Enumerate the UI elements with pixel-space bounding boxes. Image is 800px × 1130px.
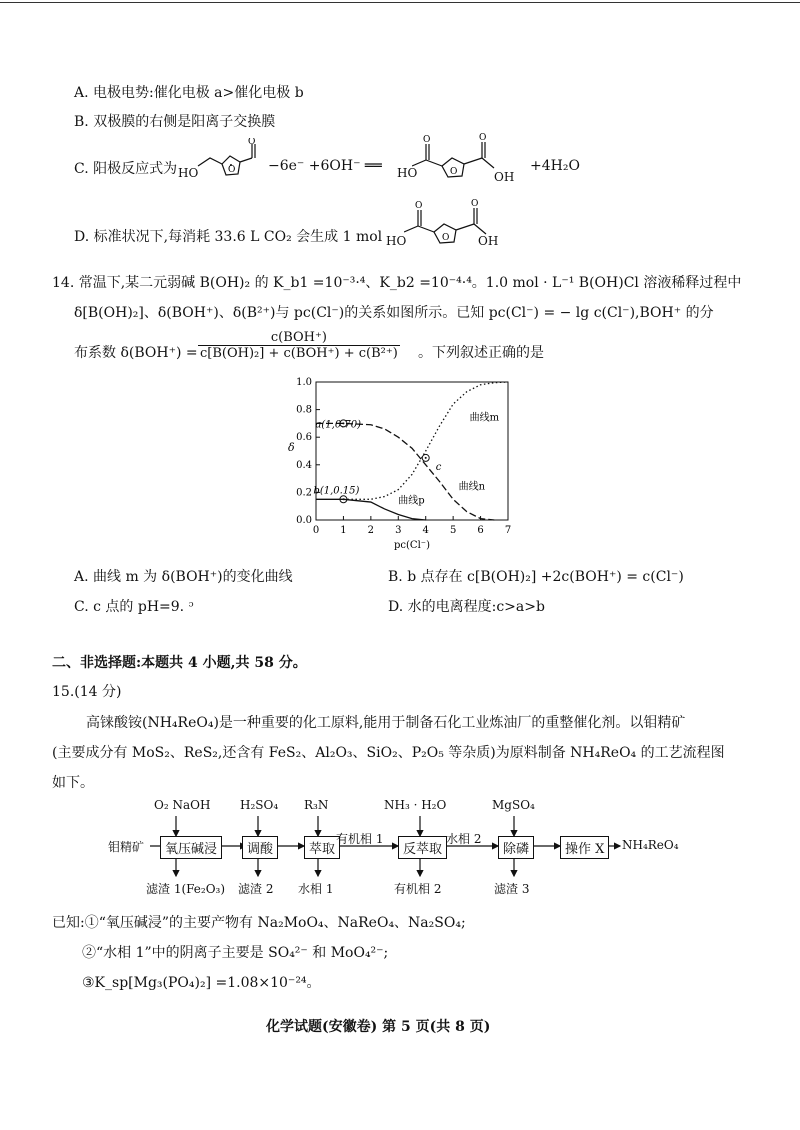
q14-line3-suffix: 。下列叙述正确的是 [418, 345, 544, 361]
x-tick-label: 6 [477, 525, 484, 536]
fraction-numerator: c(BOH⁺) [198, 330, 400, 346]
furan-ring-aldehyde-icon [196, 138, 272, 188]
flow-output-3: 水相 1 [298, 882, 334, 896]
q13-option-c-mid: −6e⁻ +6OH⁻ ══ [268, 158, 382, 174]
y-tick-label: 0.6 [296, 432, 312, 444]
y-axis-label: δ [288, 441, 295, 454]
q13-option-d-prefix: D. 标准状况下,每消耗 33.6 L CO₂ 会生成 1 mol [74, 229, 383, 245]
flow-link-aqueous-2: 水相 2 [446, 832, 482, 846]
svg-text:O: O [228, 165, 236, 175]
q13-option-c-suffix: +4H₂O [530, 158, 580, 174]
q15-para3: 如下。 [52, 775, 94, 791]
distribution-chart [280, 372, 530, 560]
flow-link-organic-1: 有机相 1 [336, 832, 384, 846]
flow-reagent-1: O₂ NaOH [154, 798, 211, 812]
svg-text:O: O [471, 199, 479, 209]
data-point-dot [425, 457, 427, 459]
flow-start: 钼精矿 [108, 840, 145, 854]
fraction [198, 330, 400, 361]
known-item3: ③K_sp[Mg₃(PO₄)₂] =1.08×10⁻²⁴。 [82, 975, 321, 991]
curve-label: 曲线m [469, 412, 500, 424]
x-tick-label: 4 [422, 525, 429, 536]
fraction-denominator: c[B(OH)₂] + c(BOH⁺) + c(B²⁺) [200, 346, 398, 361]
q14-line1: 14. 常温下,某二元弱碱 B(OH)₂ 的 K_b1 =10⁻³·⁴、K_b2 =10⁻⁴·⁴。1.0 mol · L⁻¹ B(OH)Cl 溶液稀释过程中 [52, 275, 742, 291]
top-border [0, 2, 800, 3]
flow-box-dephosphor: 除磷 [498, 836, 534, 859]
x-tick-label: 0 [312, 525, 320, 536]
flow-output-5: 滤渣 3 [494, 882, 530, 896]
q13-option-c-prefix: C. 阳极反应式为 [74, 161, 178, 177]
x-tick-label: 7 [504, 525, 512, 536]
flow-reagent-2: H₂SO₄ [240, 798, 279, 812]
x-axis-label: pc(Cl⁻) [394, 540, 430, 551]
flow-box-operation-x: 操作 X [560, 836, 609, 859]
q13-option-a: A. 电极电势:催化电极 a>催化电极 b [74, 85, 304, 101]
q14-line3-prefix: 布系数 δ(BOH⁺) = [74, 345, 198, 361]
q14-option-a: A. 曲线 m 为 δ(BOH⁺)的变化曲线 [74, 569, 293, 585]
flow-reagent-4: NH₃ · H₂O [384, 798, 447, 812]
y-tick-label: 0.0 [296, 515, 312, 526]
x-tick-label: 2 [367, 525, 375, 536]
svg-text:O: O [479, 133, 487, 143]
svg-text:O: O [415, 201, 423, 211]
section2-title: 二、非选择题:本题共 4 小题,共 58 分。 [52, 655, 307, 671]
data-point-label: c [435, 461, 442, 473]
q13-d-oh-label: OH [478, 234, 499, 248]
data-point-label: a(1,0.70) [315, 419, 362, 431]
flow-box-back-extract: 反萃取 [398, 836, 447, 859]
q13-c-oh2-label: OH [494, 170, 515, 184]
q14-option-c: C. c 点的 pH=9. ᵓ [74, 599, 194, 615]
known-item2: ②“水相 1”中的阴离子主要是 SO₄²⁻ 和 MoO₄²⁻; [82, 945, 389, 961]
y-tick-label: 0.8 [296, 404, 312, 416]
q14-line2: δ[B(OH)₂]、δ(BOH⁺)、δ(B²⁺)与 pc(Cl⁻)的关系如图所示。已知 pc(Cl⁻) = − lg c(Cl⁻),BOH⁺ 的分 [74, 305, 714, 321]
flow-reagent-3: R₃N [304, 798, 329, 812]
curve-label: 曲线n [458, 481, 486, 493]
q15-para1: 高铼酸铵(NH₄ReO₄)是一种重要的化工原料,能用于制备石化工业炼油厂的重整催化剂。以钼精矿 [86, 715, 686, 731]
curve-label: 曲线p [398, 495, 425, 507]
q15-para2: (主要成分有 MoS₂、ReS₂,还含有 FeS₂、Al₂O₃、SiO₂、P₂O₅ 等杂质)为原料制备 NH₄ReO₄ 的工艺流程图 [52, 745, 725, 761]
flow-box-extract: 萃取 [304, 836, 340, 859]
flow-output-4: 有机相 2 [394, 882, 442, 896]
svg-text:O: O [423, 135, 431, 145]
q13-c-ho-label: HO [178, 166, 199, 180]
svg-text:O: O [442, 233, 450, 243]
flow-reagent-5: MgSO₄ [492, 798, 535, 812]
known-intro: 已知:①“氧压碱浸”的主要产物有 Na₂MoO₄、NaReO₄、Na₂SO₄; [52, 915, 466, 931]
y-tick-label: 1.0 [296, 377, 312, 388]
flow-box-acidify: 调酸 [242, 836, 278, 859]
q13-option-b: B. 双极膜的右侧是阳离子交换膜 [74, 114, 276, 130]
flow-output-2: 滤渣 2 [238, 882, 274, 896]
q13-d-ho-label: HO [386, 234, 407, 248]
q14-option-d: D. 水的电离程度:c>a>b [388, 599, 545, 615]
x-tick-label: 5 [449, 525, 457, 536]
data-point-dot [342, 498, 344, 500]
x-tick-label: 1 [340, 525, 347, 536]
page-footer: 化学试题(安徽卷) 第 5 页(共 8 页) [266, 1019, 491, 1035]
flow-product: NH₄ReO₄ [622, 838, 679, 852]
svg-text:O: O [248, 138, 256, 147]
y-tick-label: 0.2 [296, 487, 312, 499]
data-point-label: b(1,0.15) [313, 485, 360, 497]
q13-c-ho2-label: HO [397, 166, 418, 180]
flow-box-alkali-leach: 氧压碱浸 [160, 836, 222, 859]
flow-output-1: 滤渣 1(Fe₂O₃) [146, 882, 226, 896]
y-tick-label: 0.4 [296, 459, 312, 471]
x-tick-label: 3 [395, 525, 402, 536]
q14-option-b: B. b 点存在 c[B(OH)₂] +2c(BOH⁺) = c(Cl⁻) [388, 569, 684, 585]
svg-text:O: O [450, 167, 458, 177]
q15-number: 15.(14 分) [52, 684, 122, 700]
